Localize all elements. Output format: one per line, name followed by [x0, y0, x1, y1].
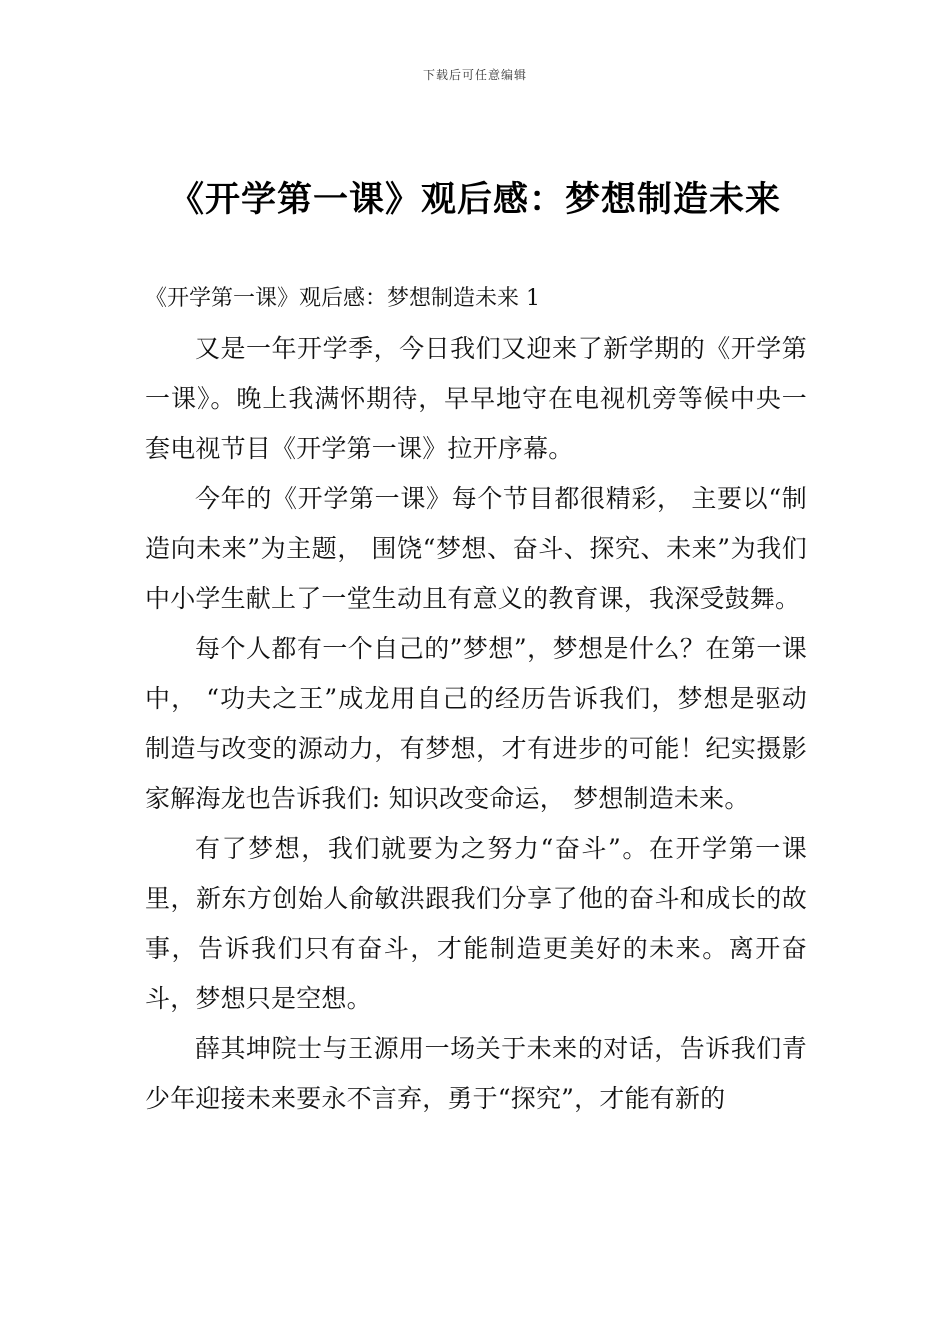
document-body — [145, 274, 807, 1124]
section-subtitle: 《开学第一课》观后感：梦想制造未来 1 — [145, 286, 540, 311]
paragraph-3: 每个人都有一个自己的”梦想”，梦想是什么？在第一课中， “功夫之王”成龙用自己的经历告诉我们，梦想是驱动制造与改变的源动力，有梦想，才有进步的可能！纪实摄影家解海龙也告诉我们: 知识改变命运， 梦想制造未来。 — [145, 634, 807, 813]
header-note: 下载后可任意编辑 — [422, 68, 527, 82]
paragraph-4: 有了梦想，我们就要为之努力“奋斗”。在开学第一课里，新东方创始人俞敏洪跟我们分享了他的奋斗和成长的故事，告诉我们只有奋斗，才能制造更美好的未来。离开奋斗，梦想只是空想。 — [145, 834, 807, 1013]
paragraph-5: 薛其坤院士与王源用一场关于未来的对话，告诉我们青少年迎接未来要永不言弃，勇于“探究”，才能有新的 — [145, 1034, 807, 1113]
paragraph-2: 今年的《开学第一课》每个节目都很精彩， 主要以“制造向未来”为主题， 围饶“梦想、奋斗、探究、未来”为我们中小学生献上了一堂生动且有意义的教育课，我深受鼓舞。 — [145, 484, 807, 613]
paragraph-1: 又是一年开学季，今日我们又迎来了新学期的《开学第一课》。晚上我满怀期待，早早地守在电视机旁等候中央一套电视节目《开学第一课》拉开序幕。 — [145, 334, 807, 463]
document-title: 《开学第一课》观后感：梦想制造未来 — [168, 180, 781, 220]
